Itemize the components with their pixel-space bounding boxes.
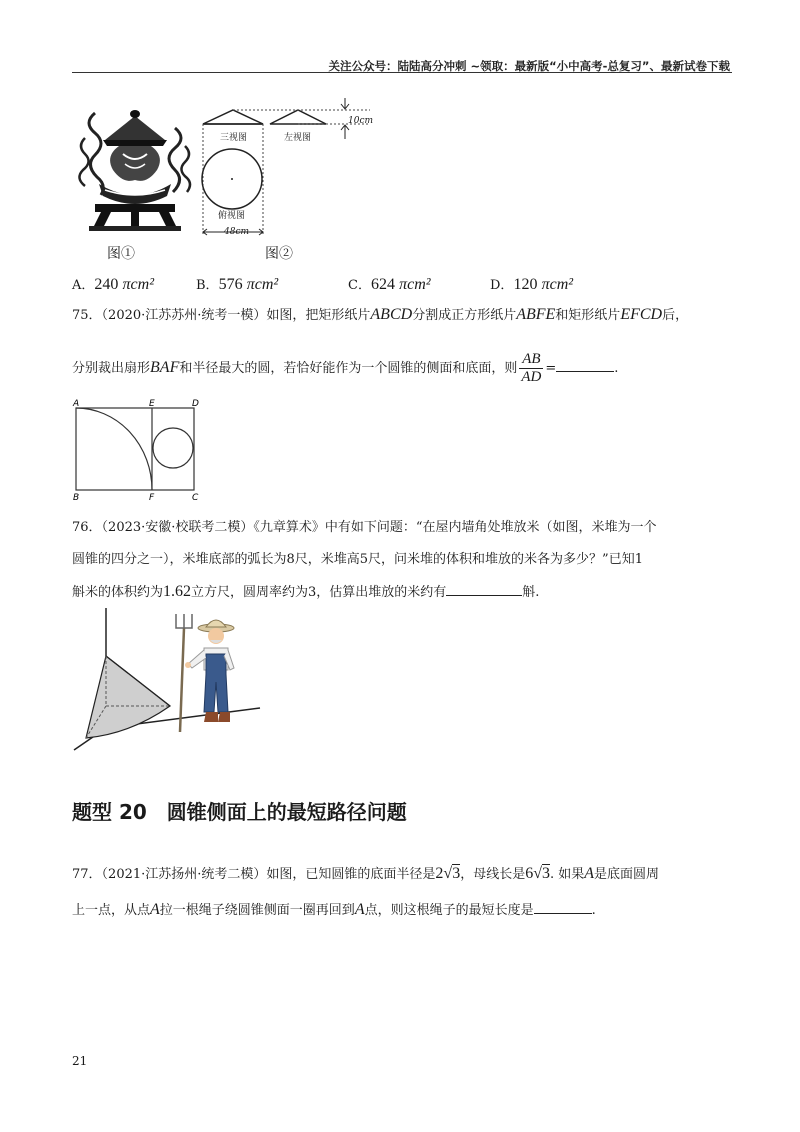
option-b-value: 576 — [218, 276, 243, 293]
q77-line-1 — [72, 864, 659, 885]
q77-answer-blank[interactable] — [534, 899, 592, 914]
q76-text: 斛. — [522, 585, 540, 600]
option-c-letter: C． — [348, 278, 371, 293]
incense-burner-illustration — [75, 98, 195, 238]
option-b[interactable] — [196, 274, 278, 294]
q76-volume: 1.62 — [163, 583, 192, 600]
label-e: E — [149, 399, 155, 409]
option-a-value: 240 — [94, 276, 119, 293]
q76-line-2: 圆锥的四分之一），米堆底部的弧长为8尺，米堆高5尺，问米堆的体积和堆放的米各为多少？”已知1 — [72, 552, 643, 567]
q77-text: 77．（2021·江苏扬州·统考二模）如图，已知圆锥的底面半径是 — [72, 867, 436, 882]
option-d-value: 120 — [513, 276, 538, 293]
q76-text: 斛米的体积约为 — [72, 585, 164, 600]
top-view-label: 俯视图 — [218, 211, 246, 221]
figure-1-label: 图① — [107, 246, 135, 262]
figure-2-label: 图② — [265, 246, 293, 262]
q77-text: 点，则这根绳子的最短长度是 — [364, 903, 534, 918]
incense-burner-figure — [75, 98, 195, 238]
q75-text: 75．（2020·江苏苏州·统考一模）如图，把矩形纸片 — [72, 308, 371, 323]
q77-point-a: A — [584, 865, 595, 882]
q75-frac-den: AD — [521, 369, 542, 385]
option-b-letter: B． — [196, 278, 219, 293]
header-divider — [72, 72, 732, 73]
option-b-unit: πcm² — [246, 276, 279, 293]
q75-abfe: ABFE — [516, 306, 556, 323]
label-b: B — [73, 493, 80, 500]
q77-radius-sqrt: √3 — [443, 865, 461, 882]
q77-slant-sqrt: √3 — [533, 865, 550, 882]
q75-diagram — [70, 396, 210, 500]
option-c[interactable] — [348, 274, 431, 294]
option-a[interactable] — [72, 274, 154, 294]
q77-text: . — [591, 903, 596, 918]
q75-text: 分割成正方形纸片 — [412, 308, 517, 323]
q77-radius-coef: 2 — [435, 865, 444, 882]
q75-rectangle-figure — [70, 396, 210, 500]
option-c-value: 624 — [370, 276, 395, 293]
width-dimension: 48cm — [224, 227, 250, 237]
q77-slant-radicand: 3 — [541, 865, 550, 882]
farmer-with-pitchfork-icon — [172, 610, 242, 736]
option-c-unit: πcm² — [399, 276, 431, 293]
q77-text: 上一点，从点 — [72, 903, 151, 918]
q75-answer-blank[interactable] — [556, 357, 614, 372]
q75-line-1 — [72, 305, 688, 326]
q76-text: 立方尺，圆周率约为3，估算出堆放的米约有 — [191, 585, 447, 600]
option-d-letter: D． — [490, 278, 514, 293]
q75-baf: BAF — [150, 359, 180, 376]
q76-line-3 — [72, 581, 539, 603]
option-a-letter: A． — [72, 278, 95, 293]
q75-abcd: ABCD — [370, 306, 413, 323]
q77-line-2 — [72, 899, 596, 921]
label-f: F — [149, 493, 155, 500]
q77-point-a: A — [150, 901, 160, 918]
q75-frac-num: AB — [519, 351, 543, 369]
q75-text: 和半径最大的圆，若恰好能作为一个圆锥的侧面和底面，则 — [179, 361, 518, 376]
front-view-label: 三视图 — [220, 133, 248, 143]
q75-text: 和矩形纸片 — [555, 308, 621, 323]
q77-text: 是底面圆周 — [594, 867, 660, 882]
q77-text: . 如果 — [549, 867, 585, 882]
q75-text: . — [614, 361, 619, 376]
label-d: D — [192, 399, 199, 409]
option-a-unit: πcm² — [122, 276, 154, 293]
q77-point-a: A — [354, 901, 365, 918]
label-a: A — [73, 399, 80, 409]
page-number: 21 — [72, 1054, 88, 1068]
q77-slant-coef: 6 — [525, 865, 534, 882]
option-d[interactable] — [490, 274, 573, 294]
q76-answer-blank[interactable] — [446, 581, 522, 596]
side-view-label: 左视图 — [284, 133, 312, 143]
q75-line-2 — [72, 348, 618, 389]
label-c: C — [192, 493, 199, 500]
q77-radius-radicand: 3 — [452, 865, 461, 882]
q76-line-1: 76．（2023·安徽·校联考二模）《九章算术》中有如下问题：“在屋内墙角处堆放米（如图，米堆为一个 — [72, 520, 657, 535]
q77-text: ，母线长是 — [460, 867, 526, 882]
section-title: 题型 20 圆锥侧面上的最短路径问题 — [72, 800, 407, 824]
option-d-unit: πcm² — [541, 276, 574, 293]
farmer-illustration — [172, 610, 242, 736]
q75-equals: = — [545, 361, 557, 376]
q75-efcd: EFCD — [620, 306, 663, 323]
height-dimension: 10cm — [348, 116, 374, 126]
page-header: 关注公众号：陆陆高分冲刺 ~领取：最新版“小中高考-总复习”、最新试卷下载 — [328, 59, 730, 73]
q75-text: 后， — [662, 308, 689, 323]
q75-text: 分别裁出扇形 — [72, 361, 151, 376]
q77-text: 拉一根绳子绕圆锥侧面一圈再回到 — [159, 903, 355, 918]
q75-fraction — [519, 351, 543, 386]
